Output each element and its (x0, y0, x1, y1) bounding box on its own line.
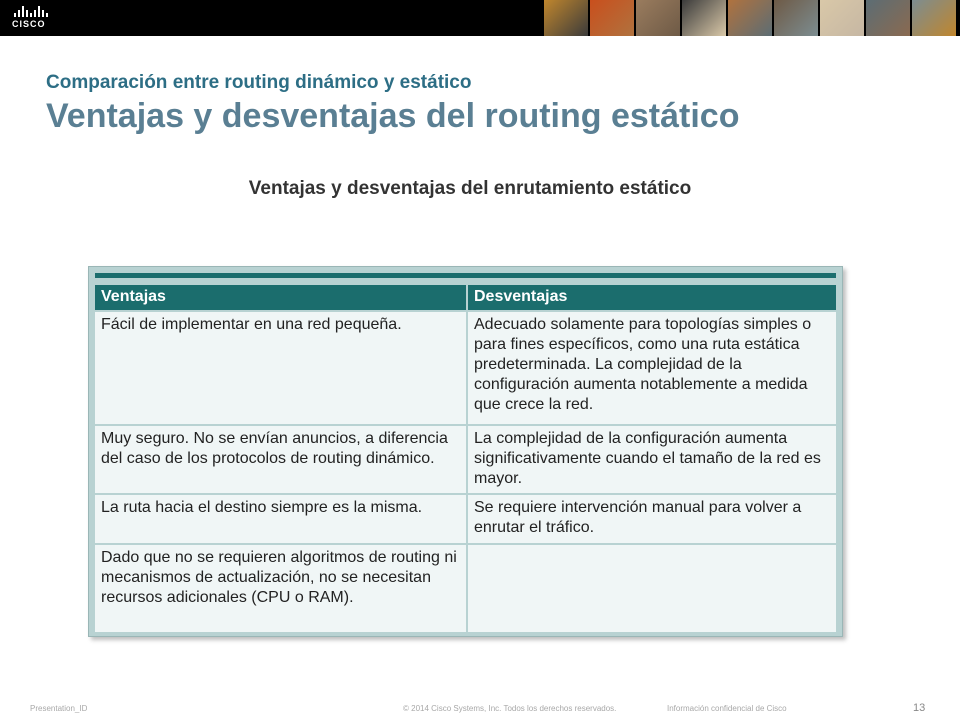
footer-confidential: Información confidencial de Cisco (667, 704, 787, 713)
cell-ventaja: La ruta hacia el destino siempre es la misma. (95, 495, 466, 543)
cell-ventaja: Dado que no se requieren algoritmos de routing ni mecanismos de actualización, no se necesitan recursos adicionales (CPU o RAM). (95, 545, 466, 632)
comparison-table (88, 266, 843, 637)
cell-ventaja: Muy seguro. No se envían anuncios, a diferencia del caso de los protocolos de routing dinámico. (95, 426, 466, 493)
banner-photo (774, 0, 818, 36)
banner-photo (820, 0, 864, 36)
banner-photo (912, 0, 956, 36)
cisco-bars-icon (14, 5, 60, 17)
footer-copyright: © 2014 Cisco Systems, Inc. Todos los derechos reservados. (403, 704, 617, 713)
figure-heading: Ventajas y desventajas del enrutamiento estático (248, 178, 692, 199)
slide-title: Ventajas y desventajas del routing estático (46, 97, 740, 135)
banner-photo (544, 0, 588, 36)
cell-desventaja: La complejidad de la configuración aumenta significativamente cuando el tamaño de la red es mayor. (468, 426, 836, 493)
cell-desventaja: Se requiere intervención manual para volver a enrutar el tráfico. (468, 495, 836, 543)
banner-photo (590, 0, 634, 36)
banner-photo (682, 0, 726, 36)
cell-desventaja: Adecuado solamente para topologías simples o para fines específicos, como una ruta estática predeterminada. La complejidad de la configuración aumenta notablemente a medida que crece la red. (468, 312, 836, 424)
cell-ventaja: Fácil de implementar en una red pequeña. (95, 312, 466, 424)
slide-subtitle: Comparación entre routing dinámico y estático (46, 72, 472, 93)
cell-desventaja (468, 545, 836, 632)
header-desventajas: Desventajas (468, 285, 836, 310)
banner-photo (866, 0, 910, 36)
banner-photo (728, 0, 772, 36)
cisco-logo (12, 5, 60, 31)
cisco-wordmark: CISCO (12, 19, 46, 29)
header-ventajas: Ventajas (95, 285, 466, 310)
top-banner (0, 0, 960, 36)
banner-photo (636, 0, 680, 36)
footer-presentation-id: Presentation_ID (30, 704, 88, 713)
page-number: 13 (913, 702, 926, 714)
photo-strip (544, 0, 956, 36)
table-top-rule (95, 273, 836, 278)
table-grid (95, 285, 836, 632)
